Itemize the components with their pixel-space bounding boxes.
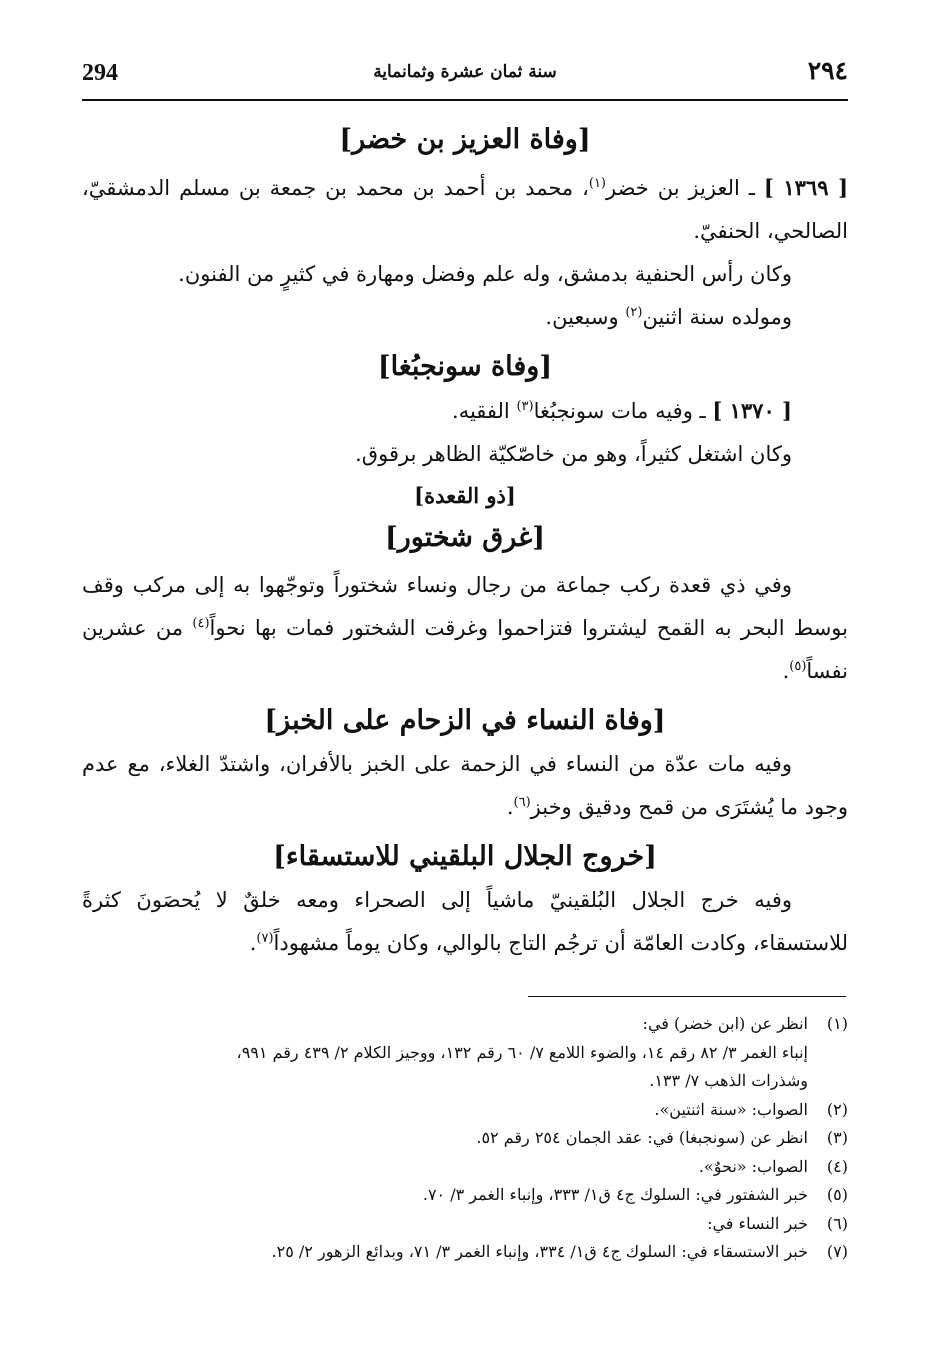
paragraph: وكان اشتغل كثيراً، وهو من خاصّكيّة الظاهر برقوق. xyxy=(355,442,792,466)
text-run: . xyxy=(506,795,514,819)
footnote-rule xyxy=(528,996,846,997)
footnotes xyxy=(82,1010,848,1267)
entry-number: [ ١٣٧٠ ] xyxy=(712,398,792,423)
footnote-text xyxy=(82,1010,808,1096)
main-text xyxy=(82,118,848,965)
footnote-text xyxy=(82,1181,808,1210)
text-run: وسبعين. xyxy=(545,305,626,329)
text-run: وفيه مات عدّة من النساء في الزحمة على الخبز بالأفران، واشتدّ الغلاء، مع عدم وجود ما يُشتَرَى من قمح ودقيق وخبز xyxy=(82,752,848,819)
page-number-latin: 294 xyxy=(82,60,118,86)
header-rule xyxy=(82,99,848,101)
text-run: الفقيه. xyxy=(452,399,517,423)
footnote xyxy=(82,1210,848,1239)
footnote xyxy=(82,1153,848,1182)
section-heading: [وفاة سونجبُغا] xyxy=(377,351,553,382)
footnote-ref: (٧) xyxy=(256,931,274,946)
paragraph xyxy=(82,564,848,693)
footnote-line: وشذرات الذهب ٧/ ١٣٣. xyxy=(649,1071,808,1090)
footnote-text xyxy=(82,1210,808,1239)
footnote-text xyxy=(82,1124,808,1153)
text-run: . xyxy=(782,659,790,683)
footnote-number: (٤) xyxy=(826,1156,848,1176)
footnote-number: (٢) xyxy=(826,1099,848,1119)
footnote-number: (٧) xyxy=(826,1242,848,1261)
section-heading: [غرق شختور] xyxy=(384,522,546,553)
section-heading: [وفاة العزيز بن خضر] xyxy=(339,124,591,155)
footnote-text xyxy=(82,1096,808,1125)
footnote-ref: (٥) xyxy=(789,659,807,674)
entry-paragraph xyxy=(82,389,848,433)
text-run: . xyxy=(249,931,257,955)
footnote-ref: (٦) xyxy=(513,795,531,810)
footnote xyxy=(82,1238,848,1267)
footnote-ref: (٤) xyxy=(192,616,210,631)
text-run: ومولده سنة اثنين xyxy=(642,305,792,329)
footnote-line: إنباء الغمر ٣/ ٨٢ رقم ١٤، والضوء اللامع ٧/ ٦٠ رقم ١٣٢، ووجيز الكلام ٢/ ٤٣٩ رقم ٩٩١، xyxy=(236,1042,808,1062)
footnote-line: الصواب: «نحوٌ». xyxy=(698,1156,808,1176)
footnote-line: انظر عن (سونجبغا) في: عقد الجمان ٢٥٤ رقم ٥٢. xyxy=(476,1128,808,1147)
paragraph xyxy=(82,879,848,965)
footnote-line: انظر عن (ابن خضر) في: xyxy=(642,1014,808,1033)
paragraph: وكان رأس الحنفية بدمشق، وله علم وفضل ومهارة في كثيرٍ من الفنون. xyxy=(178,262,792,286)
entry-number: [ ١٣٦٩ ] xyxy=(763,175,848,200)
text-run: ـ وفيه مات سونجبُغا xyxy=(533,399,706,423)
text-run: ـ العزيز بن خضر xyxy=(606,176,755,200)
footnote-text xyxy=(82,1153,808,1182)
page-number-arabic: ٢٩٤ xyxy=(807,56,848,85)
footnote-number: (٦) xyxy=(826,1213,848,1233)
footnote-ref: (٣) xyxy=(516,399,534,414)
paragraph xyxy=(82,296,848,339)
running-title: سنة ثمان عشرة وثمانماية xyxy=(373,62,557,82)
footnote xyxy=(82,1181,848,1210)
footnote-line: خبر النساء في: xyxy=(707,1213,808,1233)
text-run: ، محمد بن أحمد بن محمد بن جمعة بن مسلم الدمشقيّ، الصالحي، الحنفيّ. xyxy=(82,176,848,243)
text-run: وفيه خرج الجلال البُلقينيّ ماشياً إلى الصحراء ومعه خلقٌ لا يُحصَونَ كثرةً للاستسقاء، وكادت العامّة أن ترجُم التاج بالوالي، وكان يوماً مشهوداً xyxy=(82,888,848,955)
footnote-number: (٣) xyxy=(826,1128,848,1147)
footnote-ref: (١) xyxy=(588,176,606,191)
running-header xyxy=(82,56,848,96)
footnote xyxy=(82,1096,848,1125)
paragraph xyxy=(82,743,848,829)
footnote-number: (١) xyxy=(826,1014,848,1033)
footnote-ref: (٢) xyxy=(625,305,643,320)
footnote-line: خبر الشفتور في: السلوك ج٤ ق١/ ٣٣٣، وإنباء الغمر ٣/ ٧٠. xyxy=(422,1185,808,1204)
footnote xyxy=(82,1010,848,1096)
month-heading: [ذو القعدة] xyxy=(414,483,516,508)
text-run: وفي ذي قعدة ركب جماعة من رجال ونساء شختوراً وتوجّهوا به إلى مركب وقف بوسط البحر به القمح ليشتروا فتزاحموا وغرقت الشختور فمات بها نحواً xyxy=(82,573,848,640)
section-heading: [وفاة النساء في الزحام على الخبز] xyxy=(264,705,666,736)
footnote-text xyxy=(82,1238,808,1267)
text-run: من عشرين نفساً xyxy=(82,616,848,683)
footnote-line: الصواب: «سنة اثنتين». xyxy=(654,1099,808,1119)
footnote-line: خبر الاستسقاء في: السلوك ج٤ ق١/ ٣٣٤، وإنباء الغمر ٣/ ٧١، وبدائع الزهور ٢/ ٢٥. xyxy=(271,1242,808,1261)
footnote xyxy=(82,1124,848,1153)
entry-paragraph xyxy=(82,166,848,253)
footnote-number: (٥) xyxy=(826,1185,848,1204)
section-heading: [خروج الجلال البلقيني للاستسقاء] xyxy=(273,841,657,872)
